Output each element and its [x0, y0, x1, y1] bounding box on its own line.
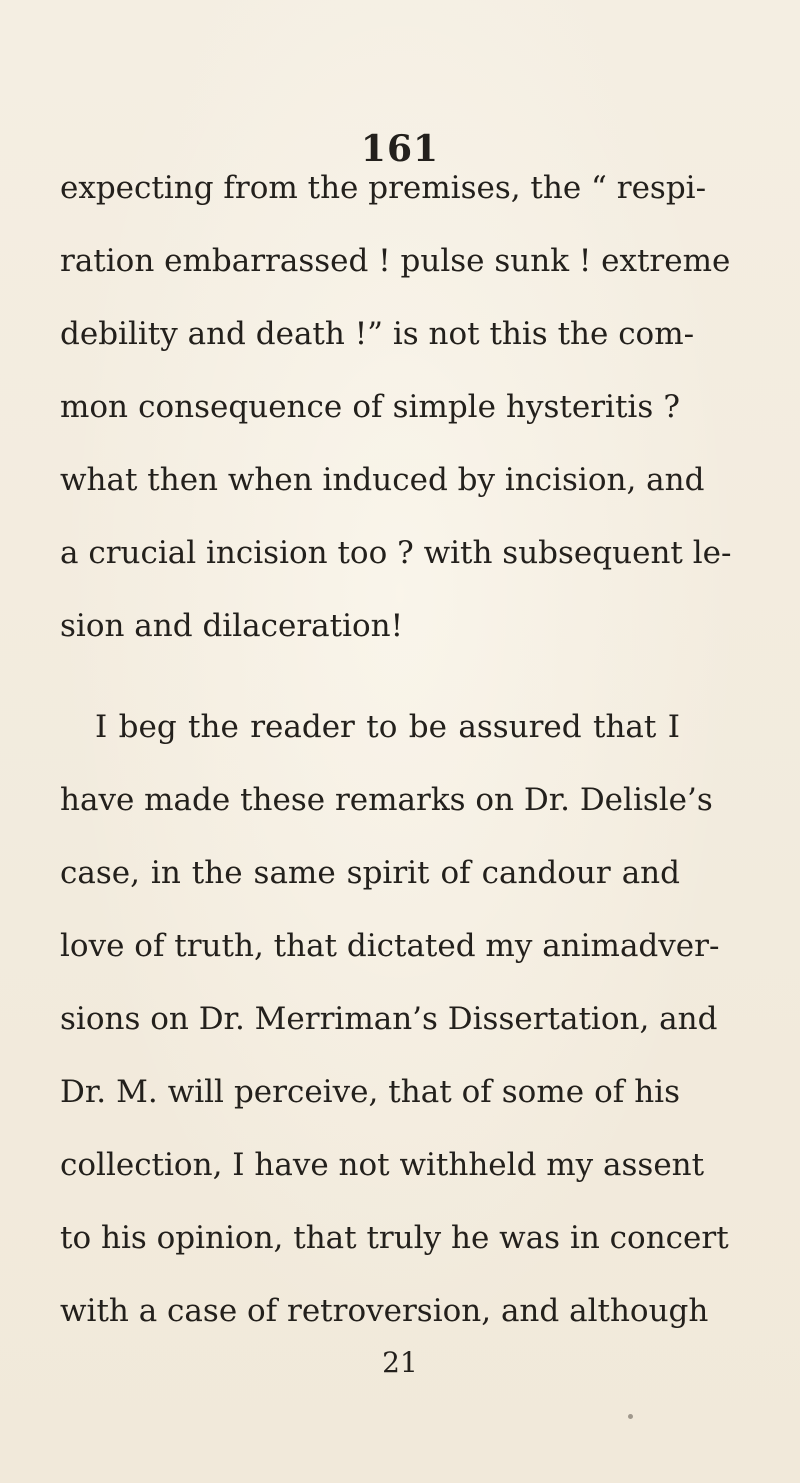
- text-line: ration embarrassed ! pulse sunk ! extreme: [60, 243, 731, 279]
- text-line: collection, I have not withheld my assent: [60, 1147, 705, 1183]
- signature-mark: 21: [382, 1346, 418, 1379]
- text-line: with a case of retroversion, and although: [60, 1293, 709, 1329]
- text-line: sions on Dr. Merriman’s Dissertation, and: [60, 1001, 718, 1037]
- text-line: mon consequence of simple hysteritis ?: [60, 389, 680, 425]
- text-line: to his opinion, that truly he was in concert: [60, 1220, 729, 1256]
- text-line: love of truth, that dictated my animadver-: [60, 928, 720, 964]
- text-line: Dr. M. will perceive, that of some of his: [60, 1074, 680, 1110]
- text-line: case, in the same spirit of candour and: [60, 855, 680, 891]
- text-line: expecting from the premises, the “ respi-: [60, 170, 707, 206]
- text-line: I beg the reader to be assured that I: [95, 709, 680, 745]
- text-line: have made these remarks on Dr. Delisle’s: [60, 782, 713, 818]
- text-line: debility and death !” is not this the com-: [60, 316, 695, 352]
- text-line: sion and dilaceration!: [60, 608, 404, 644]
- paper-speck: [628, 1414, 633, 1419]
- page-number: 161: [360, 128, 440, 170]
- text-line: a crucial incision too ? with subsequent le-: [60, 535, 732, 571]
- text-line: what then when induced by incision, and: [60, 462, 705, 498]
